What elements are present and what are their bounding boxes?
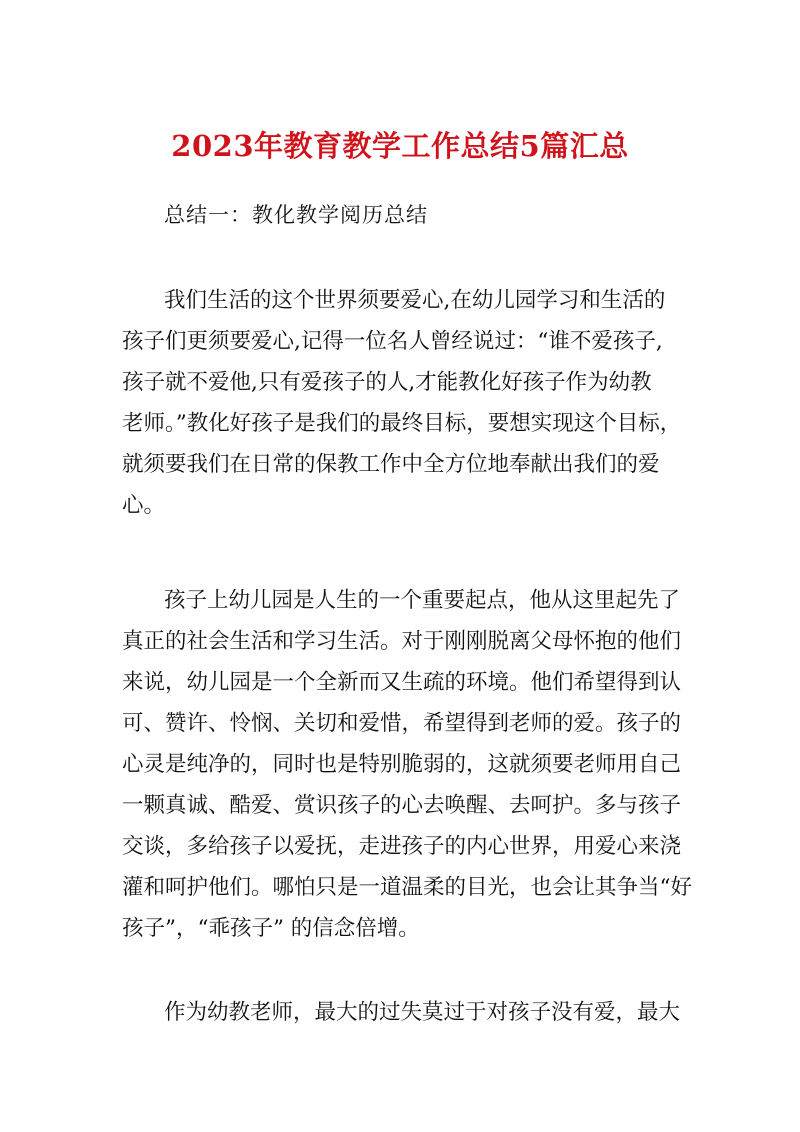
- paragraph-line: 就须要我们在日常的保教工作中全方位地奉献出我们的爱: [122, 452, 660, 477]
- paragraph-2: [122, 580, 692, 949]
- paragraph-line: 心灵是纯净的，同时也是特别脆弱的，这就须要老师用自己: [122, 752, 682, 777]
- paragraph-line: 灌和呵护他们。哪怕只是一道温柔的目光，也会让其争当“好: [122, 875, 692, 900]
- paragraph-line: 孩子”，“乖孩子” 的信念倍增。: [122, 916, 420, 941]
- paragraph-line: 孩子就不爱他,只有爱孩子的人,才能教化好孩子作为幼教: [122, 370, 652, 395]
- paragraph-1: [122, 280, 680, 526]
- paragraph-line: 真正的社会生活和学习生活。对于刚刚脱离父母怀抱的他们: [122, 629, 682, 654]
- paragraph-line: 老师。”教化好孩子是我们的最终目标，要想实现这个目标，: [122, 411, 682, 436]
- paragraph-line: 一颗真诚、酷爱、赏识孩子的心去唤醒、去呵护。多与孩子: [122, 793, 682, 818]
- paragraph-line: 来说，幼儿园是一个全新而又生疏的环境。他们希望得到认: [122, 670, 682, 695]
- paragraph-line: 孩子上幼儿园是人生的一个重要起点，他从这里起先了: [164, 588, 681, 613]
- paragraph-line: 心。: [122, 493, 166, 518]
- document-title: 2023年教育教学工作总结5篇汇总: [171, 129, 629, 163]
- paragraph-line: 作为幼教老师，最大的过失莫过于对孩子没有爱，最大: [164, 1000, 681, 1025]
- paragraph-line: 我们生活的这个世界须要爱心,在幼儿园学习和生活的: [164, 288, 666, 313]
- paragraph-line: 可、赞许、怜悯、关切和爱惜，希望得到老师的爱。孩子的: [122, 711, 682, 736]
- paragraph-3: [122, 992, 680, 1033]
- paragraph-line: 交谈，多给孩子以爱抚，走进孩子的内心世界，用爱心来浇: [122, 834, 682, 859]
- section-heading: 总结一：教化教学阅历总结: [164, 203, 428, 227]
- paragraph-line: 孩子们更须要爱心,记得一位名人曾经说过：“谁不爱孩子,: [122, 329, 663, 354]
